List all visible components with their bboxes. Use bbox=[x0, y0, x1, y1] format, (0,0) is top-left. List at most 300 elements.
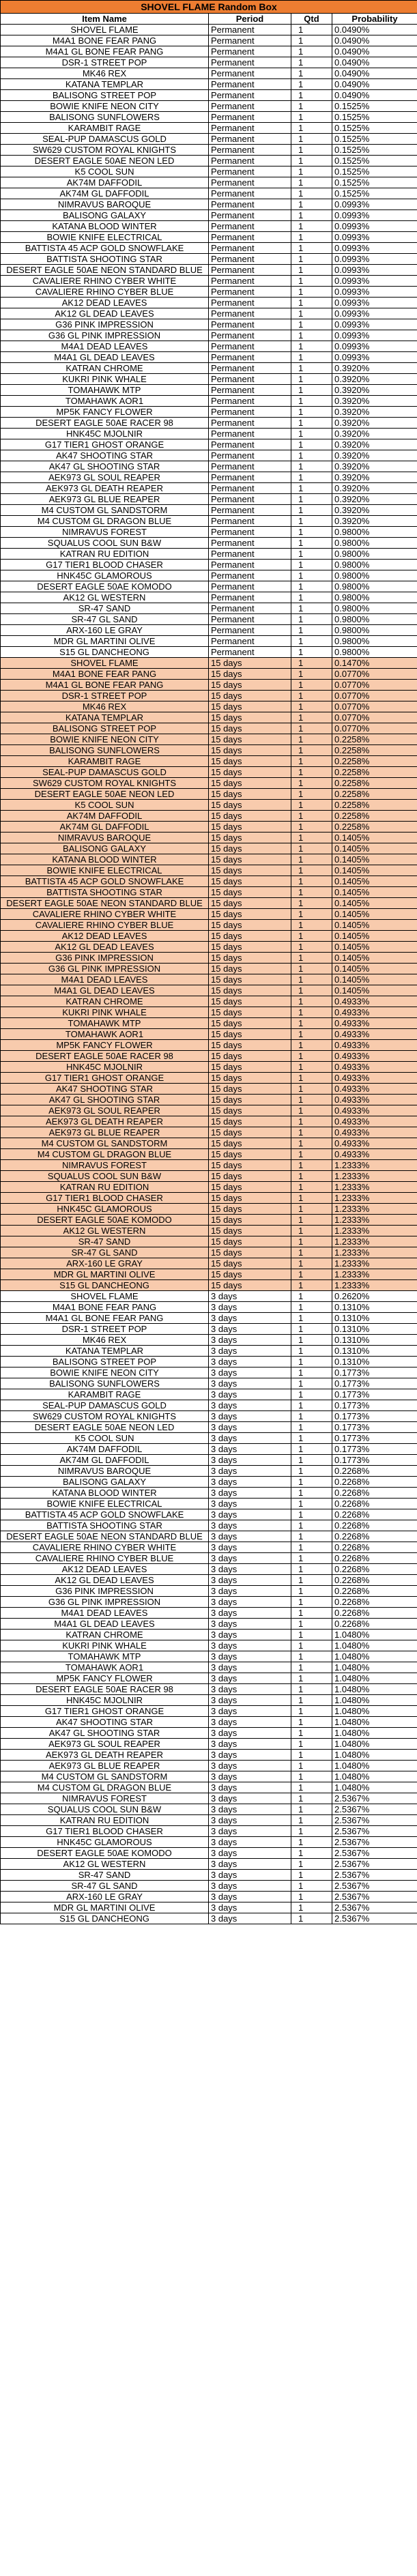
table-row bbox=[1, 865, 417, 876]
item-name-cell: S15 GL DANCHEONG bbox=[1, 647, 209, 658]
period-cell: 3 days bbox=[209, 1411, 291, 1422]
table-row bbox=[1, 1258, 417, 1269]
item-name-cell: TOMAHAWK AOR1 bbox=[1, 1662, 209, 1673]
qtd-cell: 1 bbox=[291, 79, 332, 90]
qtd-cell: 1 bbox=[291, 232, 332, 243]
table-row bbox=[1, 418, 417, 429]
item-name-cell: HNK45C GLAMOROUS bbox=[1, 570, 209, 581]
qtd-cell: 1 bbox=[291, 745, 332, 756]
period-cell: Permanent bbox=[209, 199, 291, 210]
period-cell: 15 days bbox=[209, 756, 291, 767]
probability-cell: 1.0480% bbox=[332, 1761, 417, 1771]
period-cell: 3 days bbox=[209, 1313, 291, 1324]
item-name-cell: KATANA TEMPLAR bbox=[1, 79, 209, 90]
qtd-cell: 1 bbox=[291, 254, 332, 265]
probability-cell: 0.1405% bbox=[332, 854, 417, 865]
table-row bbox=[1, 1586, 417, 1597]
period-cell: 3 days bbox=[209, 1750, 291, 1761]
probability-cell: 0.4933% bbox=[332, 1029, 417, 1040]
table-row bbox=[1, 1084, 417, 1095]
qtd-cell: 1 bbox=[291, 221, 332, 232]
table-row bbox=[1, 450, 417, 461]
probability-cell: 0.3920% bbox=[332, 494, 417, 505]
period-cell: Permanent bbox=[209, 330, 291, 341]
item-name-cell: K5 COOL SUN bbox=[1, 800, 209, 811]
qtd-cell: 1 bbox=[291, 1553, 332, 1564]
qtd-cell: 1 bbox=[291, 800, 332, 811]
probability-cell: 1.0480% bbox=[332, 1782, 417, 1793]
item-name-cell: SW629 CUSTOM ROYAL KNIGHTS bbox=[1, 145, 209, 156]
item-name-cell: KUKRI PINK WHALE bbox=[1, 374, 209, 385]
qtd-cell: 1 bbox=[291, 1761, 332, 1771]
table-row bbox=[1, 974, 417, 985]
item-name-cell: NIMRAVUS BAROQUE bbox=[1, 199, 209, 210]
period-cell: Permanent bbox=[209, 46, 291, 57]
item-name-cell: AEK973 GL DEATH REAPER bbox=[1, 483, 209, 494]
period-cell: 15 days bbox=[209, 767, 291, 778]
table-row bbox=[1, 1477, 417, 1488]
table-row bbox=[1, 1717, 417, 1728]
qtd-cell: 1 bbox=[291, 68, 332, 79]
period-cell: 3 days bbox=[209, 1761, 291, 1771]
item-name-cell: DESERT EAGLE 50AE RACER 98 bbox=[1, 1684, 209, 1695]
qtd-cell: 1 bbox=[291, 308, 332, 319]
item-name-cell: DESERT EAGLE 50AE NEON STANDARD BLUE bbox=[1, 265, 209, 276]
item-name-cell: NIMRAVUS BAROQUE bbox=[1, 1466, 209, 1477]
period-cell: 15 days bbox=[209, 1095, 291, 1105]
period-cell: Permanent bbox=[209, 68, 291, 79]
item-name-cell: BALISONG SUNFLOWERS bbox=[1, 112, 209, 123]
table-row bbox=[1, 1324, 417, 1335]
table-row bbox=[1, 1105, 417, 1116]
column-header-probability: Probability bbox=[332, 14, 417, 25]
period-cell: 15 days bbox=[209, 1007, 291, 1018]
period-cell: 15 days bbox=[209, 865, 291, 876]
probability-cell: 0.0993% bbox=[332, 254, 417, 265]
period-cell: 15 days bbox=[209, 1040, 291, 1051]
probability-cell: 2.5367% bbox=[332, 1892, 417, 1902]
period-cell: 15 days bbox=[209, 1062, 291, 1073]
qtd-cell: 1 bbox=[291, 1018, 332, 1029]
probability-cell: 0.4933% bbox=[332, 996, 417, 1007]
item-name-cell: M4A1 DEAD LEAVES bbox=[1, 341, 209, 352]
period-cell: Permanent bbox=[209, 210, 291, 221]
item-name-cell: BATTISTA 45 ACP GOLD SNOWFLAKE bbox=[1, 1509, 209, 1520]
table-row bbox=[1, 25, 417, 35]
qtd-cell: 1 bbox=[291, 1782, 332, 1793]
table-row bbox=[1, 1247, 417, 1258]
period-cell: 15 days bbox=[209, 920, 291, 931]
table-row bbox=[1, 1335, 417, 1346]
item-name-cell: S15 GL DANCHEONG bbox=[1, 1913, 209, 1924]
probability-cell: 1.2333% bbox=[332, 1226, 417, 1236]
probability-cell: 2.5367% bbox=[332, 1804, 417, 1815]
period-cell: 3 days bbox=[209, 1422, 291, 1433]
period-cell: Permanent bbox=[209, 494, 291, 505]
period-cell: Permanent bbox=[209, 505, 291, 516]
table-row bbox=[1, 1215, 417, 1226]
qtd-cell: 1 bbox=[291, 1105, 332, 1116]
table-row bbox=[1, 538, 417, 549]
probability-cell: 1.0480% bbox=[332, 1739, 417, 1750]
probability-cell: 0.0490% bbox=[332, 46, 417, 57]
column-header-qtd: Qtd bbox=[291, 14, 332, 25]
table-row bbox=[1, 1422, 417, 1433]
probability-cell: 0.3920% bbox=[332, 472, 417, 483]
table-row bbox=[1, 352, 417, 363]
item-name-cell: ARX-160 LE GRAY bbox=[1, 1892, 209, 1902]
qtd-cell: 1 bbox=[291, 1564, 332, 1575]
probability-cell: 0.0993% bbox=[332, 199, 417, 210]
table-row bbox=[1, 734, 417, 745]
period-cell: Permanent bbox=[209, 352, 291, 363]
item-name-cell: HNK45C MJOLNIR bbox=[1, 1695, 209, 1706]
table-row bbox=[1, 1160, 417, 1171]
item-name-cell: SR-47 GL SAND bbox=[1, 1247, 209, 1258]
period-cell: 3 days bbox=[209, 1706, 291, 1717]
qtd-cell: 1 bbox=[291, 134, 332, 145]
period-cell: 15 days bbox=[209, 789, 291, 800]
item-name-cell: BATTISTA 45 ACP GOLD SNOWFLAKE bbox=[1, 243, 209, 254]
table-row bbox=[1, 1902, 417, 1913]
table-row bbox=[1, 778, 417, 789]
period-cell: 15 days bbox=[209, 701, 291, 712]
probability-cell: 2.5367% bbox=[332, 1826, 417, 1837]
table-row bbox=[1, 363, 417, 374]
probability-cell: 0.1405% bbox=[332, 985, 417, 996]
qtd-cell: 1 bbox=[291, 1662, 332, 1673]
qtd-cell: 1 bbox=[291, 701, 332, 712]
table-row bbox=[1, 243, 417, 254]
period-cell: 15 days bbox=[209, 974, 291, 985]
period-cell: 3 days bbox=[209, 1739, 291, 1750]
probability-cell: 0.1773% bbox=[332, 1455, 417, 1466]
item-name-cell: BOWIE KNIFE ELECTRICAL bbox=[1, 865, 209, 876]
table-row bbox=[1, 592, 417, 603]
qtd-cell: 1 bbox=[291, 581, 332, 592]
probability-cell: 0.1773% bbox=[332, 1444, 417, 1455]
period-cell: Permanent bbox=[209, 570, 291, 581]
qtd-cell: 1 bbox=[291, 1258, 332, 1269]
item-name-cell: AK12 GL DEAD LEAVES bbox=[1, 942, 209, 953]
qtd-cell: 1 bbox=[291, 1313, 332, 1324]
item-name-cell: DESERT EAGLE 50AE KOMODO bbox=[1, 581, 209, 592]
qtd-cell: 1 bbox=[291, 1695, 332, 1706]
probability-cell: 0.4933% bbox=[332, 1105, 417, 1116]
item-name-cell: DSR-1 STREET POP bbox=[1, 691, 209, 701]
probability-cell: 0.9800% bbox=[332, 570, 417, 581]
qtd-cell: 1 bbox=[291, 156, 332, 167]
table-row bbox=[1, 1771, 417, 1782]
table-row bbox=[1, 1302, 417, 1313]
table-row bbox=[1, 90, 417, 101]
qtd-cell: 1 bbox=[291, 1739, 332, 1750]
period-cell: Permanent bbox=[209, 418, 291, 429]
period-cell: 3 days bbox=[209, 1586, 291, 1597]
period-cell: 15 days bbox=[209, 1193, 291, 1204]
probability-cell: 0.0993% bbox=[332, 330, 417, 341]
table-row bbox=[1, 1444, 417, 1455]
qtd-cell: 1 bbox=[291, 1673, 332, 1684]
table-row bbox=[1, 909, 417, 920]
period-cell: Permanent bbox=[209, 483, 291, 494]
period-cell: 3 days bbox=[209, 1346, 291, 1357]
item-name-cell: BATTISTA 45 ACP GOLD SNOWFLAKE bbox=[1, 876, 209, 887]
period-cell: Permanent bbox=[209, 287, 291, 298]
period-cell: 3 days bbox=[209, 1378, 291, 1389]
period-cell: 15 days bbox=[209, 887, 291, 898]
item-name-cell: M4A1 BONE FEAR PANG bbox=[1, 1302, 209, 1313]
table-row bbox=[1, 1051, 417, 1062]
probability-cell: 0.9800% bbox=[332, 581, 417, 592]
qtd-cell: 1 bbox=[291, 1728, 332, 1739]
probability-cell: 0.2268% bbox=[332, 1575, 417, 1586]
group-15-days bbox=[1, 658, 417, 1291]
item-name-cell: KARAMBIT RAGE bbox=[1, 1389, 209, 1400]
period-cell: 3 days bbox=[209, 1499, 291, 1509]
table-row bbox=[1, 1640, 417, 1651]
item-name-cell: M4A1 DEAD LEAVES bbox=[1, 1608, 209, 1619]
probability-cell: 0.2258% bbox=[332, 756, 417, 767]
probability-cell: 0.2268% bbox=[332, 1477, 417, 1488]
probability-cell: 0.3920% bbox=[332, 363, 417, 374]
table-row bbox=[1, 767, 417, 778]
probability-cell: 1.0480% bbox=[332, 1673, 417, 1684]
item-name-cell: AK74M DAFFODIL bbox=[1, 177, 209, 188]
probability-cell: 0.0993% bbox=[332, 243, 417, 254]
period-cell: 3 days bbox=[209, 1575, 291, 1586]
table-row bbox=[1, 1804, 417, 1815]
probability-cell: 1.0480% bbox=[332, 1630, 417, 1640]
item-name-cell: TOMAHAWK AOR1 bbox=[1, 396, 209, 407]
table-row bbox=[1, 931, 417, 942]
period-cell: Permanent bbox=[209, 25, 291, 35]
table-row bbox=[1, 712, 417, 723]
item-name-cell: KATRAN RU EDITION bbox=[1, 1182, 209, 1193]
item-name-cell: M4A1 DEAD LEAVES bbox=[1, 974, 209, 985]
qtd-cell: 1 bbox=[291, 636, 332, 647]
period-cell: Permanent bbox=[209, 636, 291, 647]
period-cell: 3 days bbox=[209, 1564, 291, 1575]
table-row bbox=[1, 385, 417, 396]
period-cell: 15 days bbox=[209, 658, 291, 669]
item-name-cell: AK47 GL SHOOTING STAR bbox=[1, 1095, 209, 1105]
item-name-cell: CAVALIERE RHINO CYBER BLUE bbox=[1, 287, 209, 298]
probability-cell: 0.0993% bbox=[332, 210, 417, 221]
period-cell: Permanent bbox=[209, 232, 291, 243]
probability-cell: 0.0490% bbox=[332, 35, 417, 46]
probability-cell: 0.1310% bbox=[332, 1313, 417, 1324]
period-cell: 3 days bbox=[209, 1488, 291, 1499]
qtd-cell: 1 bbox=[291, 865, 332, 876]
probability-cell: 0.1525% bbox=[332, 188, 417, 199]
period-cell: Permanent bbox=[209, 243, 291, 254]
probability-cell: 1.2333% bbox=[332, 1215, 417, 1226]
period-cell: Permanent bbox=[209, 538, 291, 549]
qtd-cell: 1 bbox=[291, 1859, 332, 1870]
period-cell: Permanent bbox=[209, 581, 291, 592]
item-name-cell: DESERT EAGLE 50AE KOMODO bbox=[1, 1215, 209, 1226]
item-name-cell: CAVALIERE RHINO CYBER WHITE bbox=[1, 276, 209, 287]
table-row bbox=[1, 1269, 417, 1280]
item-name-cell: BALISONG SUNFLOWERS bbox=[1, 1378, 209, 1389]
probability-cell: 0.4933% bbox=[332, 1062, 417, 1073]
period-cell: 3 days bbox=[209, 1608, 291, 1619]
item-name-cell: NIMRAVUS FOREST bbox=[1, 1793, 209, 1804]
table-row bbox=[1, 1662, 417, 1673]
period-cell: Permanent bbox=[209, 57, 291, 68]
item-name-cell: KATRAN CHROME bbox=[1, 1630, 209, 1640]
qtd-cell: 1 bbox=[291, 57, 332, 68]
probability-cell: 0.2258% bbox=[332, 811, 417, 822]
table-row bbox=[1, 1826, 417, 1837]
table-row bbox=[1, 549, 417, 560]
qtd-cell: 1 bbox=[291, 843, 332, 854]
qtd-cell: 1 bbox=[291, 691, 332, 701]
item-name-cell: BALISONG STREET POP bbox=[1, 723, 209, 734]
probability-cell: 0.1310% bbox=[332, 1302, 417, 1313]
qtd-cell: 1 bbox=[291, 1902, 332, 1913]
qtd-cell: 1 bbox=[291, 1619, 332, 1630]
period-cell: 15 days bbox=[209, 1084, 291, 1095]
table-row bbox=[1, 1291, 417, 1302]
period-cell: 3 days bbox=[209, 1870, 291, 1881]
item-name-cell: BALISONG STREET POP bbox=[1, 90, 209, 101]
probability-cell: 1.0480% bbox=[332, 1662, 417, 1673]
table-row bbox=[1, 756, 417, 767]
table-row bbox=[1, 1236, 417, 1247]
qtd-cell: 1 bbox=[291, 352, 332, 363]
period-cell: 3 days bbox=[209, 1662, 291, 1673]
period-cell: 3 days bbox=[209, 1717, 291, 1728]
probability-cell: 1.0480% bbox=[332, 1717, 417, 1728]
probability-cell: 0.4933% bbox=[332, 1138, 417, 1149]
period-cell: 3 days bbox=[209, 1782, 291, 1793]
qtd-cell: 1 bbox=[291, 276, 332, 287]
period-cell: 15 days bbox=[209, 800, 291, 811]
period-cell: 15 days bbox=[209, 723, 291, 734]
period-cell: Permanent bbox=[209, 429, 291, 439]
probability-cell: 0.0993% bbox=[332, 232, 417, 243]
period-cell: 15 days bbox=[209, 985, 291, 996]
item-name-cell: M4A1 GL DEAD LEAVES bbox=[1, 985, 209, 996]
probability-cell: 0.9800% bbox=[332, 625, 417, 636]
item-name-cell: CAVALIERE RHINO CYBER WHITE bbox=[1, 1542, 209, 1553]
probability-cell: 0.1525% bbox=[332, 177, 417, 188]
period-cell: Permanent bbox=[209, 35, 291, 46]
period-cell: Permanent bbox=[209, 156, 291, 167]
qtd-cell: 1 bbox=[291, 942, 332, 953]
qtd-cell: 1 bbox=[291, 177, 332, 188]
table-row bbox=[1, 298, 417, 308]
item-name-cell: AK47 SHOOTING STAR bbox=[1, 450, 209, 461]
probability-cell: 1.2333% bbox=[332, 1204, 417, 1215]
probability-cell: 0.3920% bbox=[332, 374, 417, 385]
table-row bbox=[1, 1608, 417, 1619]
period-cell: 15 days bbox=[209, 1127, 291, 1138]
period-cell: 3 days bbox=[209, 1389, 291, 1400]
probability-cell: 0.0993% bbox=[332, 287, 417, 298]
qtd-cell: 1 bbox=[291, 1422, 332, 1433]
table-row bbox=[1, 461, 417, 472]
table-row bbox=[1, 691, 417, 701]
period-cell: 3 days bbox=[209, 1630, 291, 1640]
qtd-cell: 1 bbox=[291, 811, 332, 822]
probability-cell: 0.2268% bbox=[332, 1466, 417, 1477]
period-cell: 15 days bbox=[209, 1182, 291, 1193]
table-row bbox=[1, 1651, 417, 1662]
period-cell: 3 days bbox=[209, 1902, 291, 1913]
item-name-cell: HNK45C GLAMOROUS bbox=[1, 1204, 209, 1215]
probability-cell: 2.5367% bbox=[332, 1848, 417, 1859]
table-row bbox=[1, 1673, 417, 1684]
probability-cell: 1.0480% bbox=[332, 1706, 417, 1717]
probability-cell: 0.2268% bbox=[332, 1619, 417, 1630]
table-row bbox=[1, 985, 417, 996]
probability-cell: 0.9800% bbox=[332, 560, 417, 570]
qtd-cell: 1 bbox=[291, 1280, 332, 1291]
item-name-cell: SQUALUS COOL SUN B&W bbox=[1, 1171, 209, 1182]
group-3-days bbox=[1, 1291, 417, 1924]
probability-cell: 0.1405% bbox=[332, 953, 417, 964]
qtd-cell: 1 bbox=[291, 1084, 332, 1095]
period-cell: 15 days bbox=[209, 669, 291, 680]
table-row bbox=[1, 964, 417, 974]
probability-cell: 1.2333% bbox=[332, 1193, 417, 1204]
table-row bbox=[1, 1564, 417, 1575]
item-name-cell: BALISONG GALAXY bbox=[1, 210, 209, 221]
qtd-cell: 1 bbox=[291, 778, 332, 789]
probability-cell: 0.1525% bbox=[332, 156, 417, 167]
table-row bbox=[1, 942, 417, 953]
qtd-cell: 1 bbox=[291, 494, 332, 505]
table-row bbox=[1, 1750, 417, 1761]
qtd-cell: 1 bbox=[291, 1357, 332, 1367]
table-row bbox=[1, 167, 417, 177]
probability-cell: 0.2258% bbox=[332, 800, 417, 811]
item-name-cell: KARAMBIT RAGE bbox=[1, 123, 209, 134]
period-cell: 15 days bbox=[209, 1269, 291, 1280]
table-row bbox=[1, 1542, 417, 1553]
period-cell: 3 days bbox=[209, 1433, 291, 1444]
item-name-cell: AEK973 GL SOUL REAPER bbox=[1, 1105, 209, 1116]
table-row bbox=[1, 308, 417, 319]
period-cell: 15 days bbox=[209, 1226, 291, 1236]
probability-cell: 0.3920% bbox=[332, 505, 417, 516]
table-header bbox=[1, 1, 417, 25]
item-name-cell: BATTISTA SHOOTING STAR bbox=[1, 887, 209, 898]
qtd-cell: 1 bbox=[291, 1411, 332, 1422]
item-name-cell: K5 COOL SUN bbox=[1, 1433, 209, 1444]
period-cell: 15 days bbox=[209, 931, 291, 942]
period-cell: Permanent bbox=[209, 177, 291, 188]
item-name-cell: M4A1 BONE FEAR PANG bbox=[1, 669, 209, 680]
item-name-cell: SR-47 GL SAND bbox=[1, 1881, 209, 1892]
item-name-cell: DESERT EAGLE 50AE NEON STANDARD BLUE bbox=[1, 898, 209, 909]
probability-cell: 0.1310% bbox=[332, 1357, 417, 1367]
qtd-cell: 1 bbox=[291, 1160, 332, 1171]
qtd-cell: 1 bbox=[291, 1444, 332, 1455]
qtd-cell: 1 bbox=[291, 1499, 332, 1509]
item-name-cell: AK12 GL WESTERN bbox=[1, 1226, 209, 1236]
qtd-cell: 1 bbox=[291, 330, 332, 341]
item-name-cell: AEK973 GL DEATH REAPER bbox=[1, 1750, 209, 1761]
period-cell: Permanent bbox=[209, 461, 291, 472]
period-cell: Permanent bbox=[209, 374, 291, 385]
probability-cell: 1.2333% bbox=[332, 1258, 417, 1269]
qtd-cell: 1 bbox=[291, 1040, 332, 1051]
item-name-cell: G17 TIER1 BLOOD CHASER bbox=[1, 560, 209, 570]
